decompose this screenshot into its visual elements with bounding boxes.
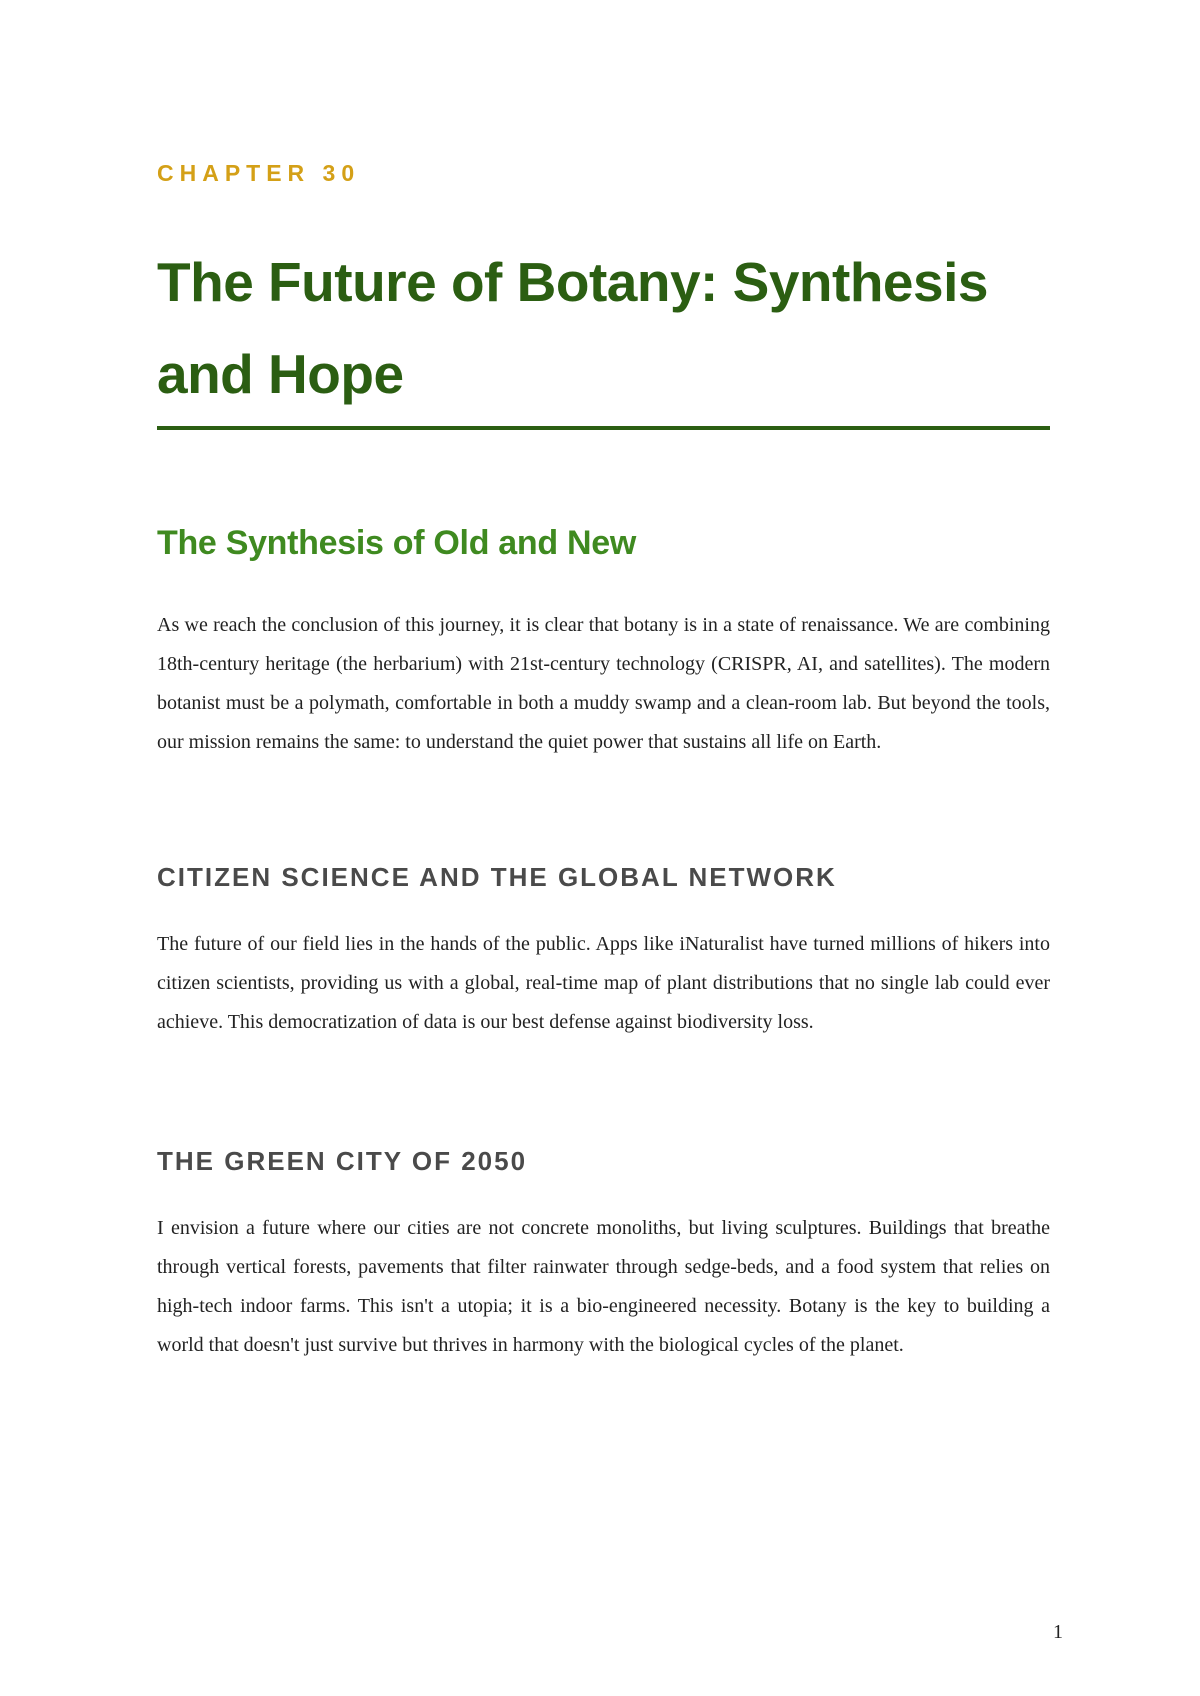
- title-divider: [157, 426, 1050, 430]
- paragraph-citizen-science: The future of our field lies in the hands of the public. Apps like iNaturalist have turned millions of hikers into citizen scientists, providing us with a global, real-time map of plant distributions that no single lab could ever achieve. This democratization of data is our best defense against biodiversity loss.: [157, 933, 1050, 1033]
- paragraph-synthesis: As we reach the conclusion of this journey, it is clear that botany is in a state of renaissance. We are combining 18th-century heritage (the herbarium) with 21st-century technology (CRISPR, AI, and satellites). The modern botanist must be a polymath, comfortable in both a muddy swamp and a clean-room lab. But beyond the tools, our mission remains the same: to understand the quiet power that sustains all life on Earth.: [157, 614, 1050, 753]
- paragraph-green-city: I envision a future where our cities are not concrete monoliths, but living sculptures. Buildings that breathe through vertical forests, pavements that filter rainwater through sedge-beds, and a food system that relies on high-tech indoor farms. This isn't a utopia; it is a bio-engineered necessity. Botany is the key to building a world that doesn't just survive but thrives in harmony with the biological cycles of the planet.: [157, 1217, 1050, 1356]
- chapter-label: CHAPTER 30: [157, 160, 361, 186]
- section-heading-synthesis: The Synthesis of Old and New: [157, 524, 637, 562]
- chapter-title: The Future of Botany: Synthesis and Hope: [157, 251, 988, 405]
- subheading-citizen-science: CITIZEN SCIENCE AND THE GLOBAL NETWORK: [157, 862, 837, 892]
- subheading-green-city: THE GREEN CITY OF 2050: [157, 1146, 528, 1176]
- page-number: 1: [1053, 1621, 1063, 1643]
